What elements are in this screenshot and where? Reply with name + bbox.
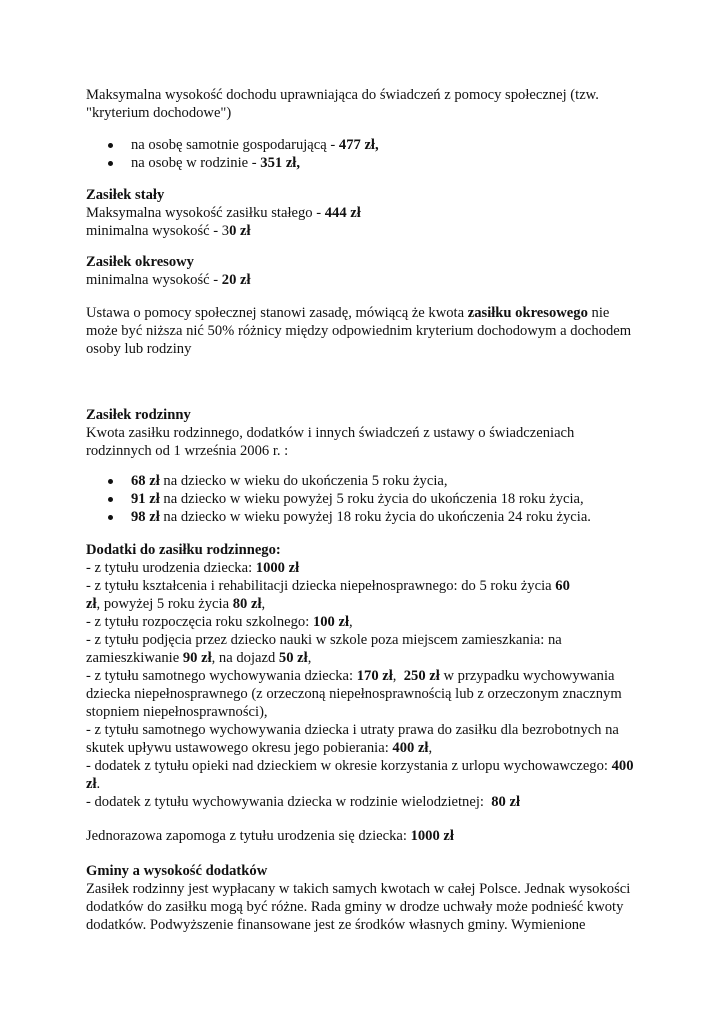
bullet-icon <box>108 479 113 484</box>
text-line: - z tytułu urodzenia dziecka: 1000 zł <box>86 560 300 576</box>
birth-grant <box>86 827 646 845</box>
section-heading: Gminy a wysokość dodatków <box>86 863 268 879</box>
text-line: dodatków do zasiłku mogą być różne. Rada gminy w drodze uchwały może podnieść kwoty <box>86 899 624 915</box>
allowances-section <box>86 541 686 793</box>
list-item: na osobę w rodzinie - 351 zł, <box>86 154 646 172</box>
section-heading: Dodatki do zasiłku rodzinnego: <box>86 542 281 558</box>
text-line: rodzinnych od 1 września 2006 r. : <box>86 443 289 459</box>
periodic-benefit-section <box>86 253 646 289</box>
list-item: 68 zł na dziecko w wieku do ukończenia 5 roku życia, <box>86 472 686 490</box>
municipalities-section <box>86 862 686 934</box>
text-line: - z tytułu samotnego wychowywania dziecka i utraty prawa do zasiłku dla bezrobotnych na <box>86 722 619 738</box>
text-line: zamieszkiwanie 90 zł, na dojazd 50 zł, <box>86 650 312 666</box>
text-line: Jednorazowa zapomoga z tytułu urodzenia się dziecka: 1000 zł <box>86 828 454 844</box>
text-line: - z tytułu rozpoczęcia roku szkolnego: 100 zł, <box>86 614 353 630</box>
text-line: może być niższa nić 50% różnicy między odpowiednim kryterium dochodowym a dochodem <box>86 323 632 339</box>
text-line: zł, powyżej 5 roku życia 80 zł, <box>86 596 266 612</box>
text-line: dziecka niepełnosprawnego (z orzeczoną niepełnosprawnością lub z orzeczonym znacznym <box>86 686 622 702</box>
text-line: osoby lub rodziny <box>86 341 192 357</box>
permanent-benefit-section <box>86 186 646 240</box>
family-benefit-list <box>86 472 686 526</box>
bullet-icon <box>108 161 113 166</box>
bullet-icon <box>108 515 113 520</box>
section-heading: Zasiłek rodzinny <box>86 407 191 423</box>
text-line: stopniem niepełnosprawności), <box>86 704 268 720</box>
section-heading: Zasiłek stały <box>86 187 165 203</box>
act-paragraph <box>86 304 646 358</box>
text-line: - dodatek z tytułu opieki nad dzieckiem w okresie korzystania z urlopu wychowawczego: 400 <box>86 758 634 774</box>
text-line: Ustawa o pomocy społecznej stanowi zasadę, mówiącą że kwota zasiłku okresowego nie <box>86 305 610 321</box>
text-line: skutek upływu ustawowego okresu jego pobierania: 400 zł, <box>86 740 433 756</box>
text-line: minimalna wysokość - 30 zł <box>86 223 251 239</box>
section-heading: Zasiłek okresowy <box>86 254 194 270</box>
bullet-icon <box>108 143 113 148</box>
text-line: minimalna wysokość - 20 zł <box>86 272 251 288</box>
text-line: - z tytułu podjęcia przez dziecko nauki w szkole poza miejscem zamieszkania: na <box>86 632 562 648</box>
text-line: Kwota zasiłku rodzinnego, dodatków i innych świadczeń z ustawy o świadczeniach <box>86 425 575 441</box>
list-item: 98 zł na dziecko w wieku powyżej 18 roku życia do ukończenia 24 roku życia. <box>86 508 686 526</box>
text-line: - z tytułu kształcenia i rehabilitacji dziecka niepełnosprawnego: do 5 roku życia 60 <box>86 578 570 594</box>
text-line: Zasiłek rodzinny jest wypłacany w takich samych kwotach w całej Polsce. Jednak wysokości <box>86 881 631 897</box>
text-line: zł. <box>86 776 101 792</box>
text-line: - dodatek z tytułu wychowywania dziecka w rodzinie wielodzietnej: 80 zł <box>86 794 521 810</box>
text-line: - z tytułu samotnego wychowywania dziecka: 170 zł, 250 zł w przypadku wychowywania <box>86 668 615 684</box>
list-item: 91 zł na dziecko w wieku powyżej 5 roku życia do ukończenia 18 roku życia, <box>86 490 686 508</box>
family-benefit-section <box>86 406 646 460</box>
large-family-allowance <box>86 793 646 811</box>
list-item: na osobę samotnie gospodarującą - 477 zł, <box>86 136 646 154</box>
bullet-icon <box>108 497 113 502</box>
text-line: Maksymalna wysokość zasiłku stałego - 444 zł <box>86 205 361 221</box>
text-line: dodatków. Podwyższenie finansowane jest ze środków własnych gminy. Wymienione <box>86 917 586 933</box>
income-criterion-line: "kryterium dochodowe") <box>86 105 232 121</box>
income-criterion-section <box>86 86 646 122</box>
income-criterion-line: Maksymalna wysokość dochodu uprawniająca do świadczeń z pomocy społecznej (tzw. <box>86 87 599 103</box>
income-criterion-list <box>86 136 646 172</box>
